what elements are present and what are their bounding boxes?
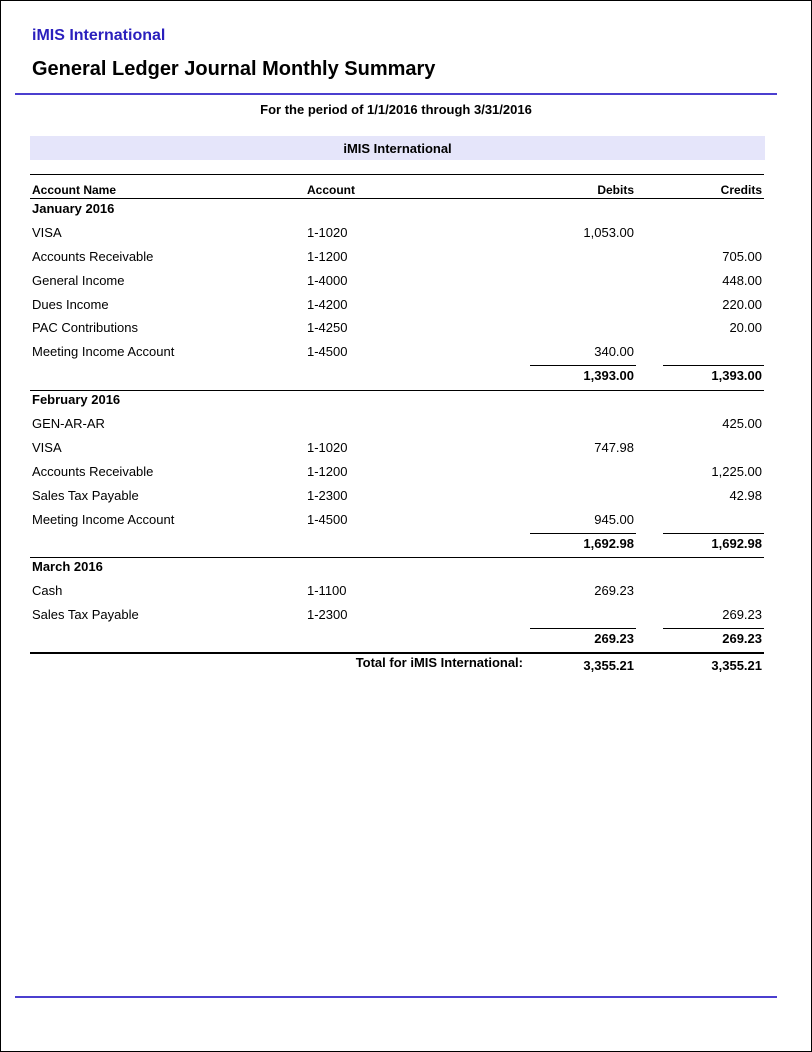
- debit-subtotal-rule: [530, 365, 636, 366]
- account-number-cell: 1-4500: [307, 344, 348, 359]
- account-name-cell: Sales Tax Payable: [32, 488, 139, 503]
- account-number-cell: 1-4250: [307, 320, 348, 335]
- account-number-cell: 1-4000: [307, 273, 348, 288]
- month-total-credit: 1,692.98: [711, 536, 762, 551]
- account-number-cell: 1-1200: [307, 464, 348, 479]
- credit-cell: 269.23: [722, 607, 762, 622]
- credit-cell: 425.00: [722, 416, 762, 431]
- col-header-debits: Debits: [597, 183, 634, 197]
- account-number-cell: 1-2300: [307, 607, 348, 622]
- month-separator-rule: [30, 390, 764, 391]
- col-header-credits: Credits: [720, 183, 762, 197]
- report-period: For the period of 1/1/2016 through 3/31/2016: [260, 102, 532, 117]
- credit-cell: 20.00: [729, 320, 762, 335]
- account-name-cell: General Income: [32, 273, 125, 288]
- account-name-cell: PAC Contributions: [32, 320, 138, 335]
- table-header-rule: [30, 198, 764, 199]
- month-total-credit: 269.23: [722, 631, 762, 646]
- credit-subtotal-rule: [663, 365, 764, 366]
- account-number-cell: 1-4200: [307, 297, 348, 312]
- account-name-cell: VISA: [32, 225, 62, 240]
- credit-cell: 220.00: [722, 297, 762, 312]
- group-band: [30, 136, 765, 160]
- report-organization: iMIS International: [32, 27, 166, 44]
- table-top-rule: [30, 174, 764, 175]
- debit-cell: 747.98: [594, 440, 634, 455]
- debit-cell: 340.00: [594, 344, 634, 359]
- footer-divider: [15, 996, 777, 998]
- month-total-credit: 1,393.00: [711, 368, 762, 383]
- account-number-cell: 1-2300: [307, 488, 348, 503]
- group-name: iMIS International: [343, 140, 452, 156]
- account-number-cell: 1-4500: [307, 512, 348, 527]
- report-title: General Ledger Journal Monthly Summary: [32, 58, 436, 80]
- debit-subtotal-rule: [530, 533, 636, 534]
- account-name-cell: Meeting Income Account: [32, 512, 175, 527]
- account-name-cell: Cash: [32, 583, 63, 598]
- debit-cell: 945.00: [594, 512, 634, 527]
- credit-cell: 42.98: [729, 488, 762, 503]
- account-number-cell: 1-1020: [307, 440, 348, 455]
- month-heading: March 2016: [32, 559, 103, 574]
- grand-total-rule: [30, 652, 764, 654]
- account-name-cell: GEN-AR-AR: [32, 416, 105, 431]
- account-name-cell: Accounts Receivable: [32, 249, 154, 264]
- account-name-cell: Dues Income: [32, 297, 109, 312]
- debit-cell: 1,053.00: [583, 225, 634, 240]
- account-number-cell: 1-1020: [307, 225, 348, 240]
- month-total-debit: 1,692.98: [583, 536, 634, 551]
- month-total-debit: 269.23: [594, 631, 634, 646]
- month-heading: January 2016: [32, 201, 115, 216]
- grand-total-label: Total for iMIS International:: [355, 655, 523, 670]
- account-number-cell: 1-1100: [307, 583, 347, 598]
- account-name-cell: Meeting Income Account: [32, 344, 175, 359]
- account-name-cell: Sales Tax Payable: [32, 607, 139, 622]
- credit-subtotal-rule: [663, 533, 764, 534]
- credit-cell: 1,225.00: [711, 464, 762, 479]
- debit-subtotal-rule: [530, 628, 636, 629]
- month-total-debit: 1,393.00: [583, 368, 634, 383]
- col-header-account: Account: [307, 183, 355, 197]
- credit-cell: 705.00: [722, 249, 762, 264]
- grand-total-debit: 3,355.21: [583, 658, 634, 673]
- credit-cell: 448.00: [722, 273, 762, 288]
- account-name-cell: Accounts Receivable: [32, 464, 154, 479]
- credit-subtotal-rule: [663, 628, 764, 629]
- month-separator-rule: [30, 557, 764, 558]
- grand-total-credit: 3,355.21: [711, 658, 762, 673]
- col-header-account-name: Account Name: [32, 183, 117, 197]
- debit-cell: 269.23: [594, 583, 634, 598]
- header-divider: [15, 93, 777, 95]
- month-heading: February 2016: [32, 392, 121, 407]
- account-name-cell: VISA: [32, 440, 62, 455]
- account-number-cell: 1-1200: [307, 249, 348, 264]
